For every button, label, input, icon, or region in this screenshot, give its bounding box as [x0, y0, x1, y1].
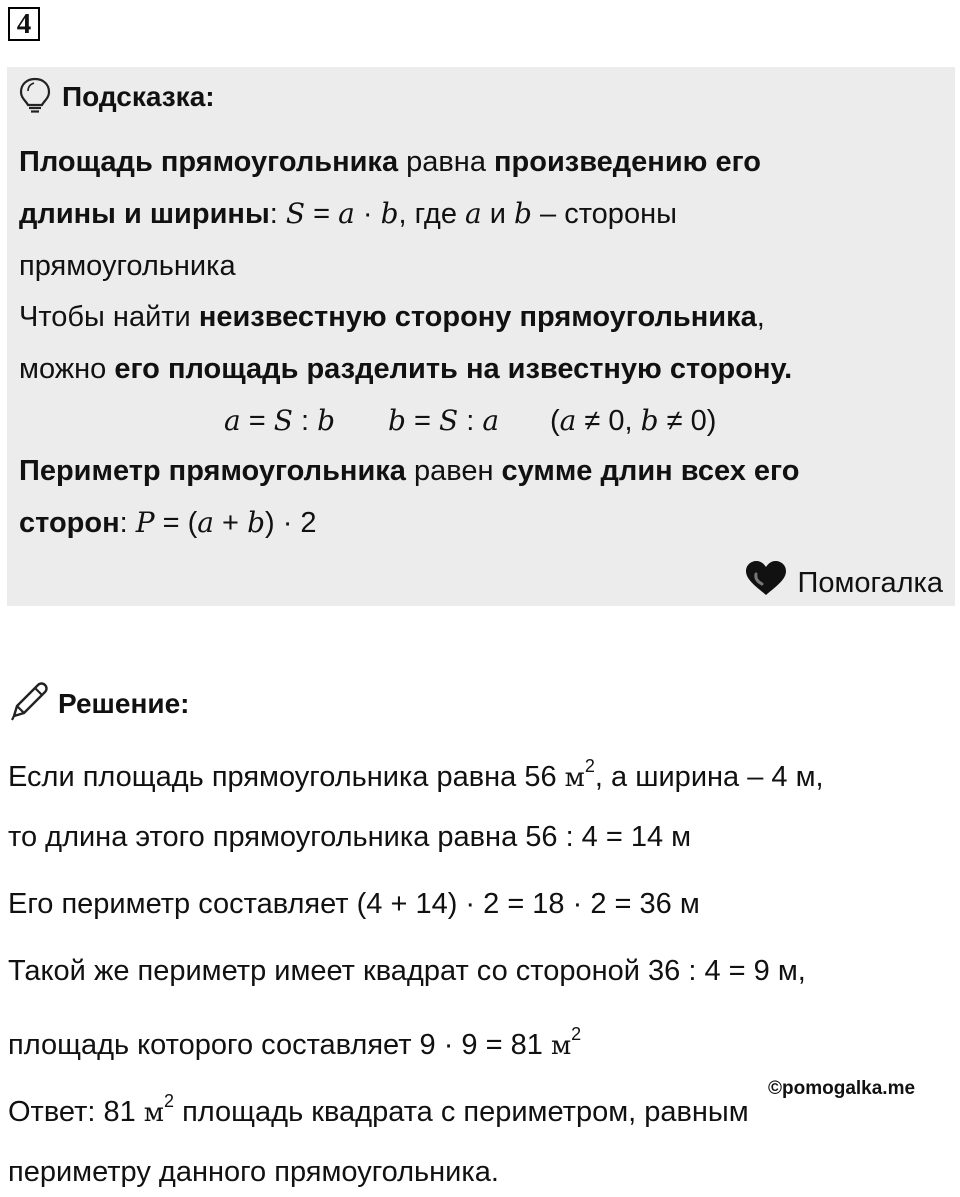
math-var: a — [482, 404, 500, 437]
hint-title: Подсказка: — [62, 81, 215, 112]
lightbulb-icon — [18, 76, 52, 119]
unit: м — [564, 763, 585, 793]
math-var: b — [317, 404, 336, 437]
hint-text: сумме длин всех его — [501, 455, 800, 487]
math-var: b — [380, 197, 399, 230]
hint-line-2 — [19, 197, 677, 230]
math-var: a — [224, 404, 241, 437]
hint-header — [18, 80, 215, 114]
solution-text: площадь которого составляет 9 · 9 = 81 — [8, 1029, 551, 1061]
solution-header — [8, 680, 189, 727]
formula-text: = — [405, 405, 439, 437]
math-var: S — [285, 197, 306, 230]
hint-line-6 — [19, 457, 799, 486]
brand-signature — [744, 560, 943, 606]
math-var: S — [273, 404, 293, 437]
hint-line-7 — [19, 506, 317, 539]
solution-line-6 — [8, 1092, 749, 1127]
math-var: b — [247, 506, 265, 539]
heart-icon — [744, 560, 788, 606]
hint-text: и — [481, 198, 515, 230]
formula-side-b — [388, 404, 499, 438]
hint-text: , — [756, 301, 765, 333]
formula-row — [0, 402, 960, 442]
hint-text: Периметр прямоугольника — [19, 455, 406, 487]
formula-text: ( — [550, 405, 560, 437]
solution-line-2: то длина этого прямоугольника равна 56 : 4 = 14 м — [8, 821, 692, 853]
watermark: ©pomogalka.me — [768, 1078, 916, 1099]
formula-text: = — [240, 405, 274, 437]
solution-text: , а ширина – 4 м, — [594, 761, 824, 793]
math-var: a — [465, 197, 482, 230]
superscript: 2 — [571, 1024, 582, 1044]
solution-text: площадь квадрата с периметром, равным — [174, 1096, 749, 1128]
solution-line-5 — [8, 1025, 581, 1060]
pencil-icon — [8, 680, 50, 727]
math-var: a — [197, 506, 214, 539]
formula-text: : — [458, 405, 483, 437]
solution-line-4: Такой же периметр имеет квадрат со стороной 36 : 4 = 9 м, — [8, 955, 806, 987]
hint-line-1 — [19, 148, 761, 177]
unit: м — [550, 1031, 572, 1061]
hint-text: сторон — [19, 507, 120, 539]
formula-text: ≠ 0, — [576, 405, 641, 437]
solution-line-1 — [8, 757, 824, 792]
hint-line-3: прямоугольника — [19, 250, 236, 282]
hint-text: = — [305, 198, 339, 230]
hint-text: : — [119, 507, 136, 539]
math-var: b — [640, 404, 659, 437]
hint-text: + — [214, 507, 248, 539]
superscript: 2 — [584, 756, 595, 776]
formula-text: : — [292, 405, 318, 437]
hint-text: неизвестную сторону прямоугольника — [198, 301, 757, 333]
formula-text: ≠ 0) — [658, 405, 717, 437]
hint-text: , где — [398, 198, 466, 230]
hint-text: равен — [405, 455, 502, 487]
math-var: a — [559, 404, 577, 437]
hint-line-5 — [19, 355, 792, 384]
math-var: S — [439, 404, 459, 437]
math-var: P — [135, 506, 155, 539]
hint-text: : — [269, 198, 286, 230]
solution-title: Решение: — [58, 687, 190, 719]
hint-text: равна — [398, 146, 494, 178]
math-var: b — [514, 197, 532, 230]
hint-text: · — [354, 198, 381, 230]
task-number: 4 — [8, 7, 40, 41]
hint-text: – стороны — [531, 198, 677, 230]
solution-text: Ответ: 81 — [8, 1096, 144, 1128]
formula-condition — [550, 404, 716, 438]
hint-text: произведению его — [494, 146, 762, 178]
hint-text: длины и ширины — [19, 198, 270, 230]
hint-text: = ( — [154, 507, 198, 539]
math-var: a — [338, 197, 355, 230]
hint-text: можно — [19, 353, 115, 385]
solution-text: Если площадь прямоугольника равна 56 — [8, 761, 565, 793]
hint-text: Чтобы найти — [19, 301, 199, 333]
hint-line-4 — [19, 303, 765, 332]
formula-side-a — [224, 404, 335, 438]
superscript: 2 — [164, 1091, 175, 1111]
hint-text: ) · 2 — [265, 507, 317, 539]
hint-text: Площадь прямоугольника — [19, 146, 399, 178]
brand-label: Помогалка — [797, 566, 943, 599]
unit: м — [143, 1098, 165, 1128]
math-var: b — [388, 404, 406, 437]
solution-line-3: Его периметр составляет (4 + 14) · 2 = 18 · 2 = 36 м — [8, 888, 700, 920]
solution-line-7: периметру данного прямоугольника. — [8, 1156, 499, 1188]
hint-text: его площадь разделить на известную сторону. — [114, 353, 793, 385]
